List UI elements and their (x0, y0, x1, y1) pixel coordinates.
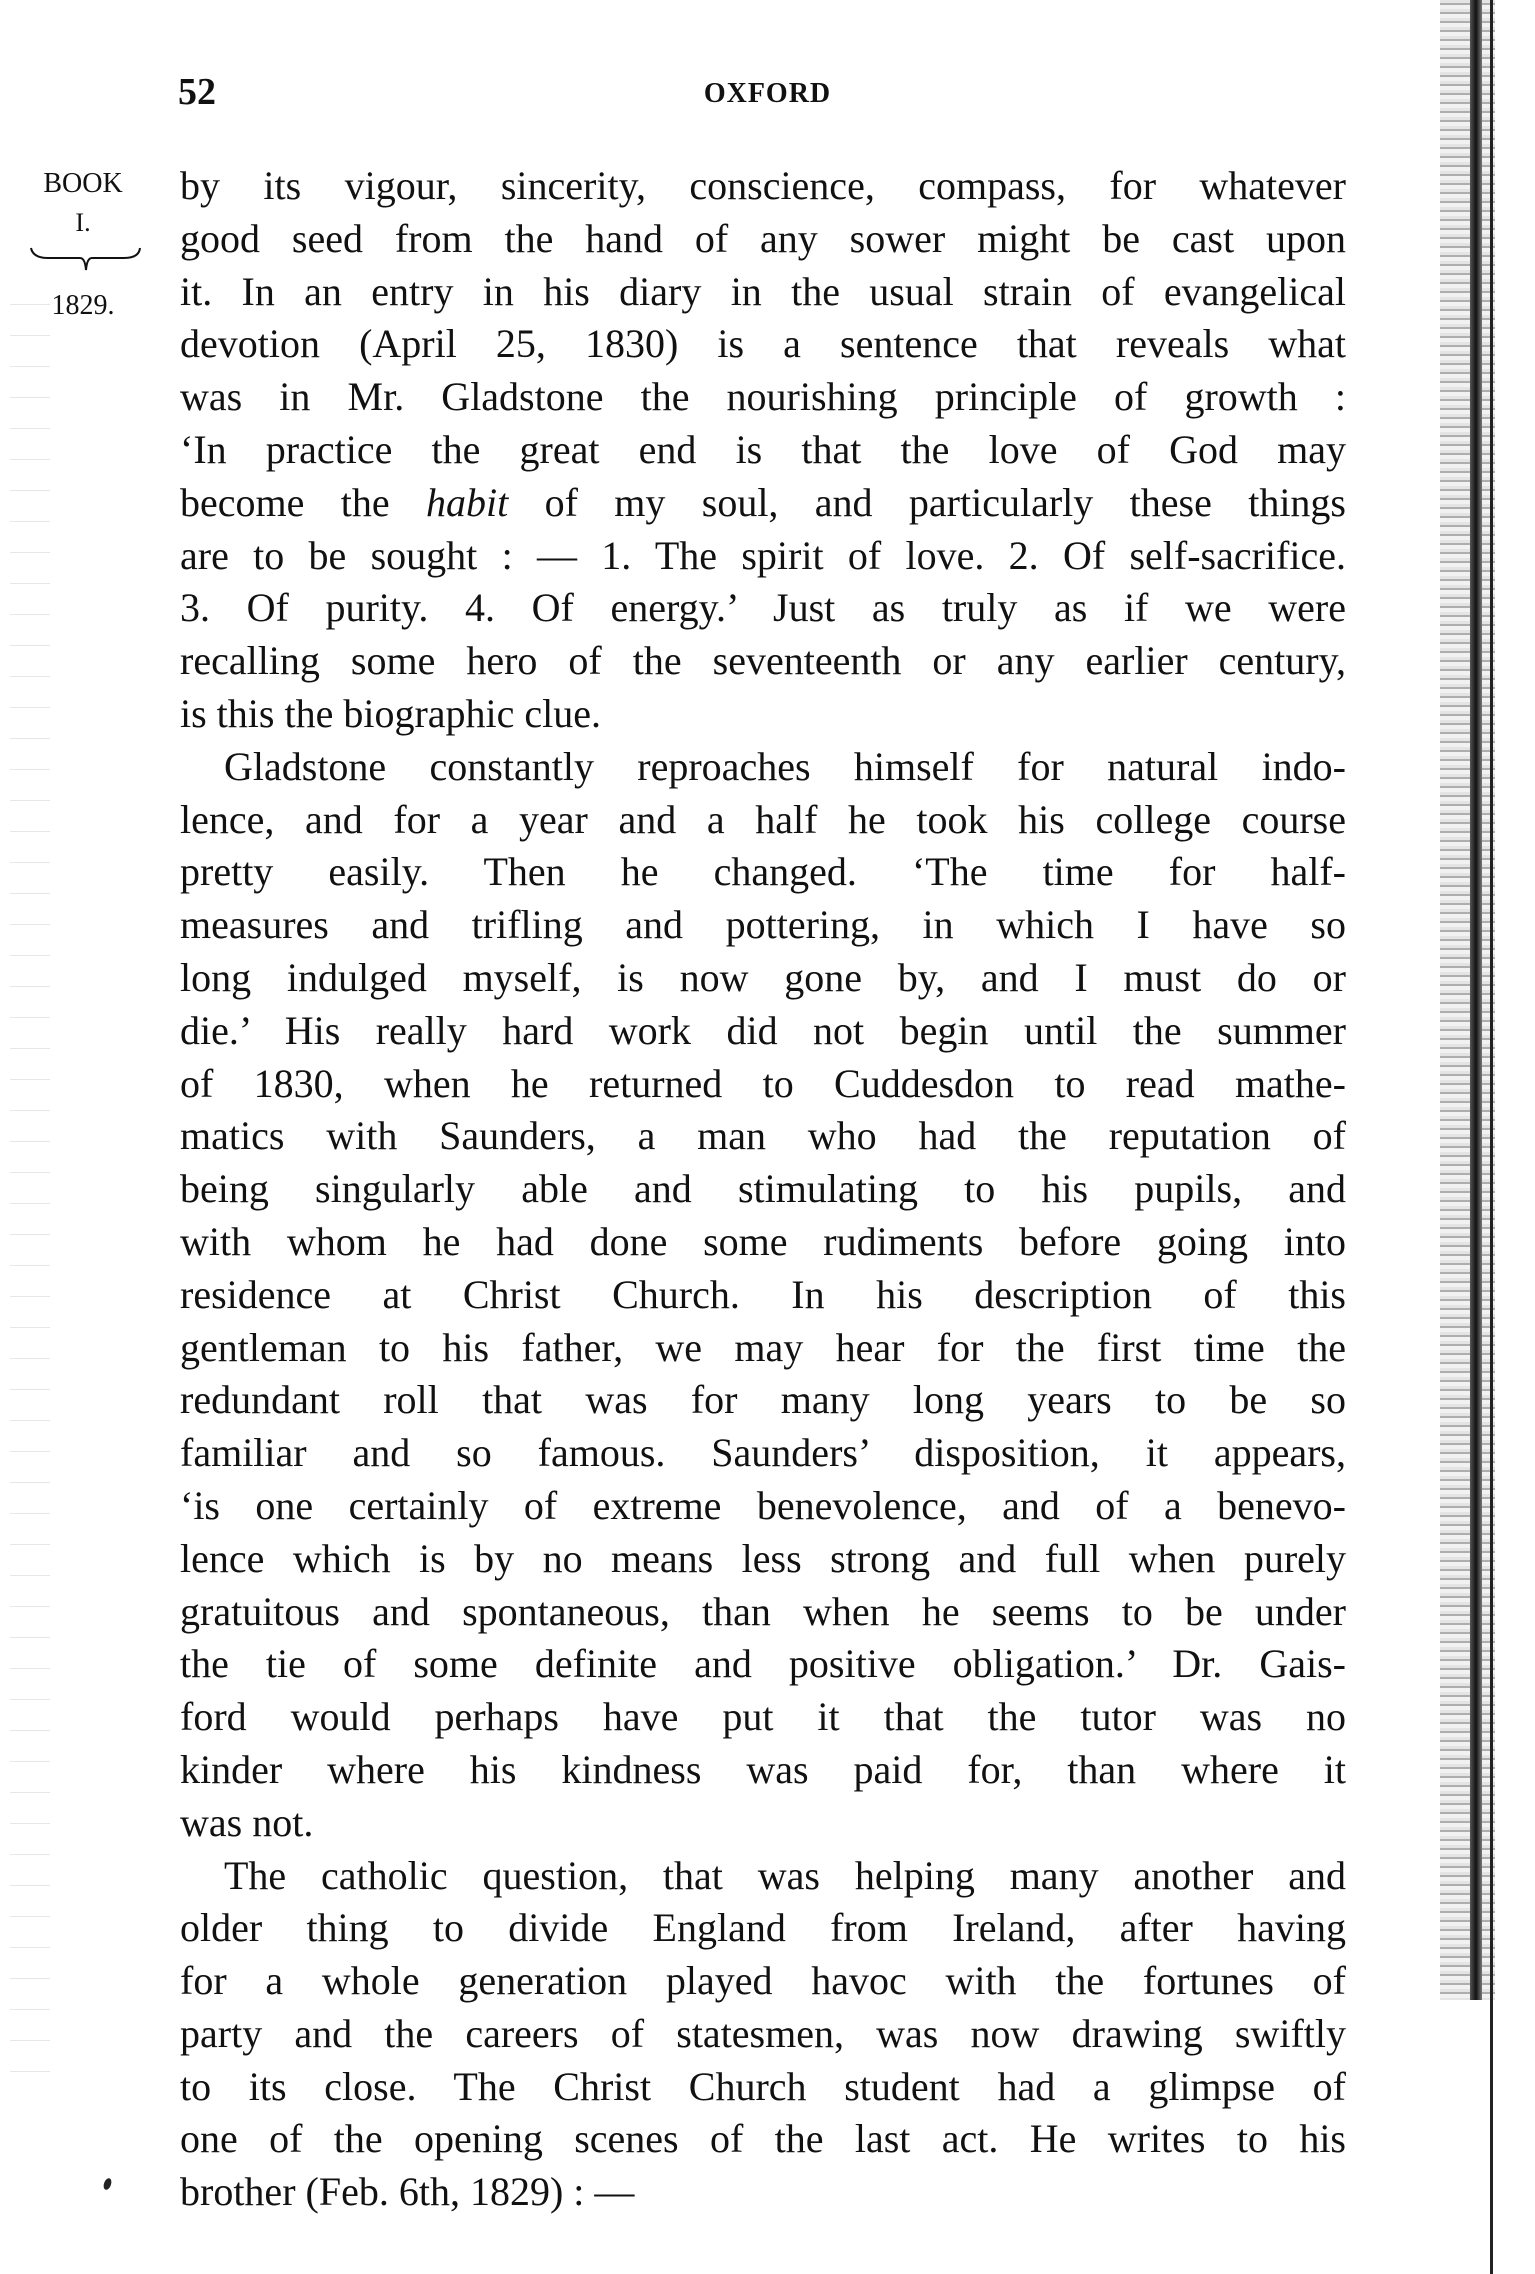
text-line: ‘In practice the great end is that the love of God may (180, 426, 1346, 472)
text-line: was not. (180, 1799, 314, 1845)
text-segment: of my soul, and particularly these things (508, 479, 1346, 525)
text-line: lence, and for a year and a half he took his college course (180, 796, 1346, 842)
text-line: are to be sought : — 1. The spirit of love. 2. Of self-sacrifice. (180, 532, 1346, 578)
scan-noise (10, 290, 50, 2090)
text-line: of 1830, when he returned to Cuddesdon to read mathe- (180, 1060, 1346, 1106)
text-line: by its vigour, sincerity, conscience, compass, for whatever (180, 163, 1346, 208)
text-line: gentleman to his father, we may hear for the first time the (180, 1324, 1346, 1370)
text-line: party and the careers of statesmen, was now drawing swiftly (180, 2010, 1346, 2056)
text-line: good seed from the hand of any sower might be cast upon (180, 215, 1346, 261)
text-line: it. In an entry in his diary in the usual strain of evangelical (180, 268, 1346, 314)
text-line: lence which is by no means less strong and full when purely (180, 1535, 1346, 1581)
text-line: familiar and so famous. Saunders’ disposition, it appears, (180, 1430, 1346, 1476)
brace-ornament (28, 244, 143, 274)
text-line: gratuitous and spontaneous, than when he seems to be under (180, 1588, 1346, 1634)
text-line: to its close. The Christ Church student had a glimpse of (180, 2063, 1346, 2109)
text-line: long indulged myself, is now gone by, and I must do or (180, 954, 1346, 1000)
text-line: for a whole generation played havoc with the fortunes of (180, 1958, 1346, 2004)
page-edge-line (1490, 0, 1493, 2274)
page-binding-edge (1440, 0, 1495, 2000)
margin-book-number: I. (75, 208, 91, 237)
text-line: being singularly able and stimulating to his pupils, and (180, 1166, 1346, 1212)
text-line: die.’ His really hard work did not begin until the summer (180, 1007, 1346, 1053)
text-line: devotion (April 25, 1830) is a sentence that reveals what (180, 321, 1346, 367)
text-segment: become the (180, 479, 426, 525)
text-line: with whom he had done some rudiments before going into (180, 1218, 1346, 1264)
running-title: OXFORD (703, 78, 832, 109)
text-line: brother (Feb. 6th, 1829) : — (180, 2169, 635, 2215)
text-line: measures and trifling and pottering, in which I have so (180, 902, 1346, 948)
text-line: ‘is one certainly of extreme benevolence, and of a benevo- (180, 1482, 1346, 1528)
margin-year: 1829. (51, 290, 115, 321)
text-line (180, 477, 1346, 530)
text-line: matics with Saunders, a man who had the reputation of (180, 1113, 1346, 1159)
text-line: redundant roll that was for many long years to be so (180, 1377, 1346, 1423)
text-line: recalling some hero of the seventeenth or any earlier century, (180, 638, 1346, 684)
page-number: 52 (178, 71, 216, 113)
italic-word: habit (425, 479, 509, 525)
text-line: ford would perhaps have put it that the tutor was no (180, 1694, 1346, 1740)
text-line: one of the opening scenes of the last act. He writes to his (180, 2116, 1346, 2162)
body-text (180, 160, 1346, 2219)
margin-book-label: BOOK (43, 168, 123, 199)
text-line: is this the biographic clue. (180, 690, 602, 736)
text-line: The catholic question, that was helping many another and (224, 1852, 1346, 1898)
text-line: the tie of some definite and positive obligation.’ Dr. Gais- (180, 1641, 1346, 1687)
page-binding-shadow (1470, 0, 1482, 2000)
text-line: older thing to divide England from Ireland, after having (180, 1905, 1346, 1951)
text-line: kinder where his kindness was paid for, than where it (180, 1746, 1346, 1792)
text-line: residence at Christ Church. In his description of this (180, 1271, 1346, 1317)
scan-speck (102, 2177, 113, 2191)
text-line: pretty easily. Then he changed. ‘The time for half- (180, 849, 1346, 895)
text-line: 3. Of purity. 4. Of energy.’ Just as truly as if we were (180, 585, 1346, 631)
text-line: Gladstone constantly reproaches himself for natural indo- (224, 743, 1346, 789)
text-line: was in Mr. Gladstone the nourishing principle of growth : (180, 374, 1346, 420)
